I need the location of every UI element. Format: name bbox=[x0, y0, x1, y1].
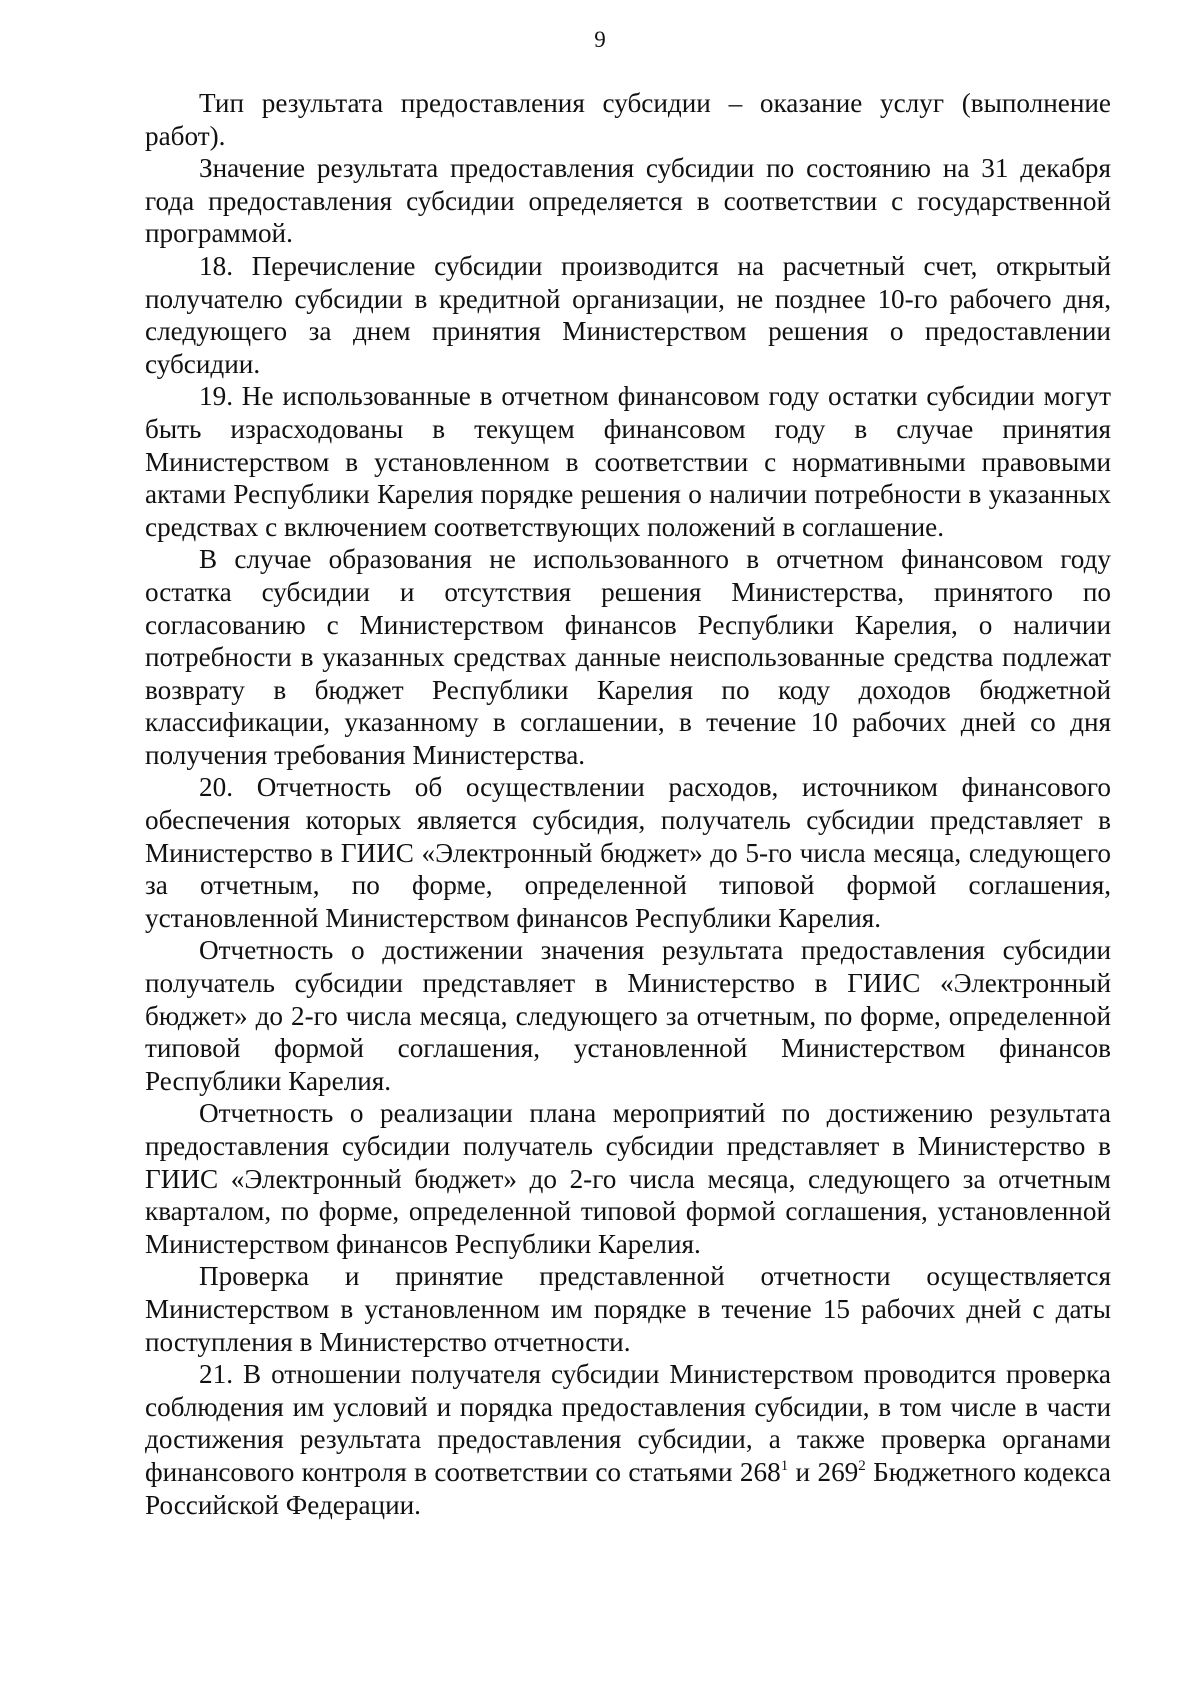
paragraph-20-plan-report: Отчетность о реализации плана мероприятий по достижению результата предоставления субсидии получатель субсидии представляет в Министерство в ГИИС «Электронный бюджет» до 2-го числа месяца, следующего за отчетным кварталом, по форме, определенной типовой формой соглашения, установленной Министерством финансов Республики Карелия. bbox=[145, 1098, 1111, 1259]
paragraph-20: 20. Отчетность об осуществлении расходов, источником финансового обеспечения которых является субсидия, получатель субсидии представляет в Министерство в ГИИС «Электронный бюджет» до 5-го числа месяца, следующего за отчетным, по форме, определенной типовой формой соглашения, установленной Министерством финансов Республики Карелия. bbox=[145, 772, 1111, 933]
paragraph-18: 18. Перечисление субсидии производится на расчетный счет, открытый получателю субсидии в кредитной организации, не позднее 10-го рабочего дня, следующего за днем принятия Министерством решения о предоставлении субсидии. bbox=[145, 250, 1111, 379]
paragraph-21 bbox=[145, 1358, 1111, 1521]
paragraph-result-type: Тип результата предоставления субсидии – оказание услуг (выполнение работ). bbox=[145, 88, 1111, 151]
page-number: 9 bbox=[594, 27, 606, 52]
paragraph-21-text-part3: Бюджетного кодекса Российской Федерации. bbox=[145, 1456, 1111, 1520]
article-268-superscript: 1 bbox=[780, 1457, 789, 1474]
paragraph-20-verification: Проверка и принятие представленной отчетности осуществляется Министерством в установленном им порядке в течение 15 рабочих дней с даты поступления в Министерство отчетности. bbox=[145, 1261, 1111, 1357]
paragraph-20-result-report: Отчетность о достижении значения результата предоставления субсидии получатель субсидии представляет в Министерство в ГИИС «Электронный бюджет» до 2-го числа месяца, следующего за отчетным, по форме, определенной типовой формой соглашения, установленной Министерством финансов Республики Карелия. bbox=[145, 935, 1111, 1096]
article-269-superscript: 2 bbox=[858, 1457, 866, 1474]
paragraph-19: 19. Не использованные в отчетном финансовом году остатки субсидии могут быть израсходованы в текущем финансовом году в случае принятия Министерством в установленном в соответствии с нормативными правовыми актами Республики Карелия порядке решения о наличии потребности в указанных средствах с включением соответствующих положений в соглашение. bbox=[145, 381, 1111, 542]
paragraph-21-text-part2: и 269 bbox=[788, 1456, 859, 1487]
paragraph-19-unused-balance: В случае образования не использованного в отчетном финансовом году остатка субсидии и отсутствия решения Министерства, принятого по согласованию с Министерством финансов Республики Карелия, о наличии потребности в указанных средствах данные неиспользованные средства подлежат возврату в бюджет Республики Карелия по коду доходов бюджетной классификации, указанному в соглашении, в течение 10 рабочих дней со дня получения требования Министерства. bbox=[145, 544, 1111, 770]
document-body bbox=[145, 87, 1111, 1521]
paragraph-result-value: Значение результата предоставления субсидии по состоянию на 31 декабря года предоставления субсидии определяется в соответствии с государственной программой. bbox=[145, 153, 1111, 249]
paragraph-21-text-part1: 21. В отношении получателя субсидии Министерством проводится проверка соблюдения им условий и порядка предоставления субсидии, в том числе в части достижения результата предоставления субсидии, а также проверка органами финансового контроля в соответствии со статьями 268 bbox=[145, 1359, 1111, 1487]
